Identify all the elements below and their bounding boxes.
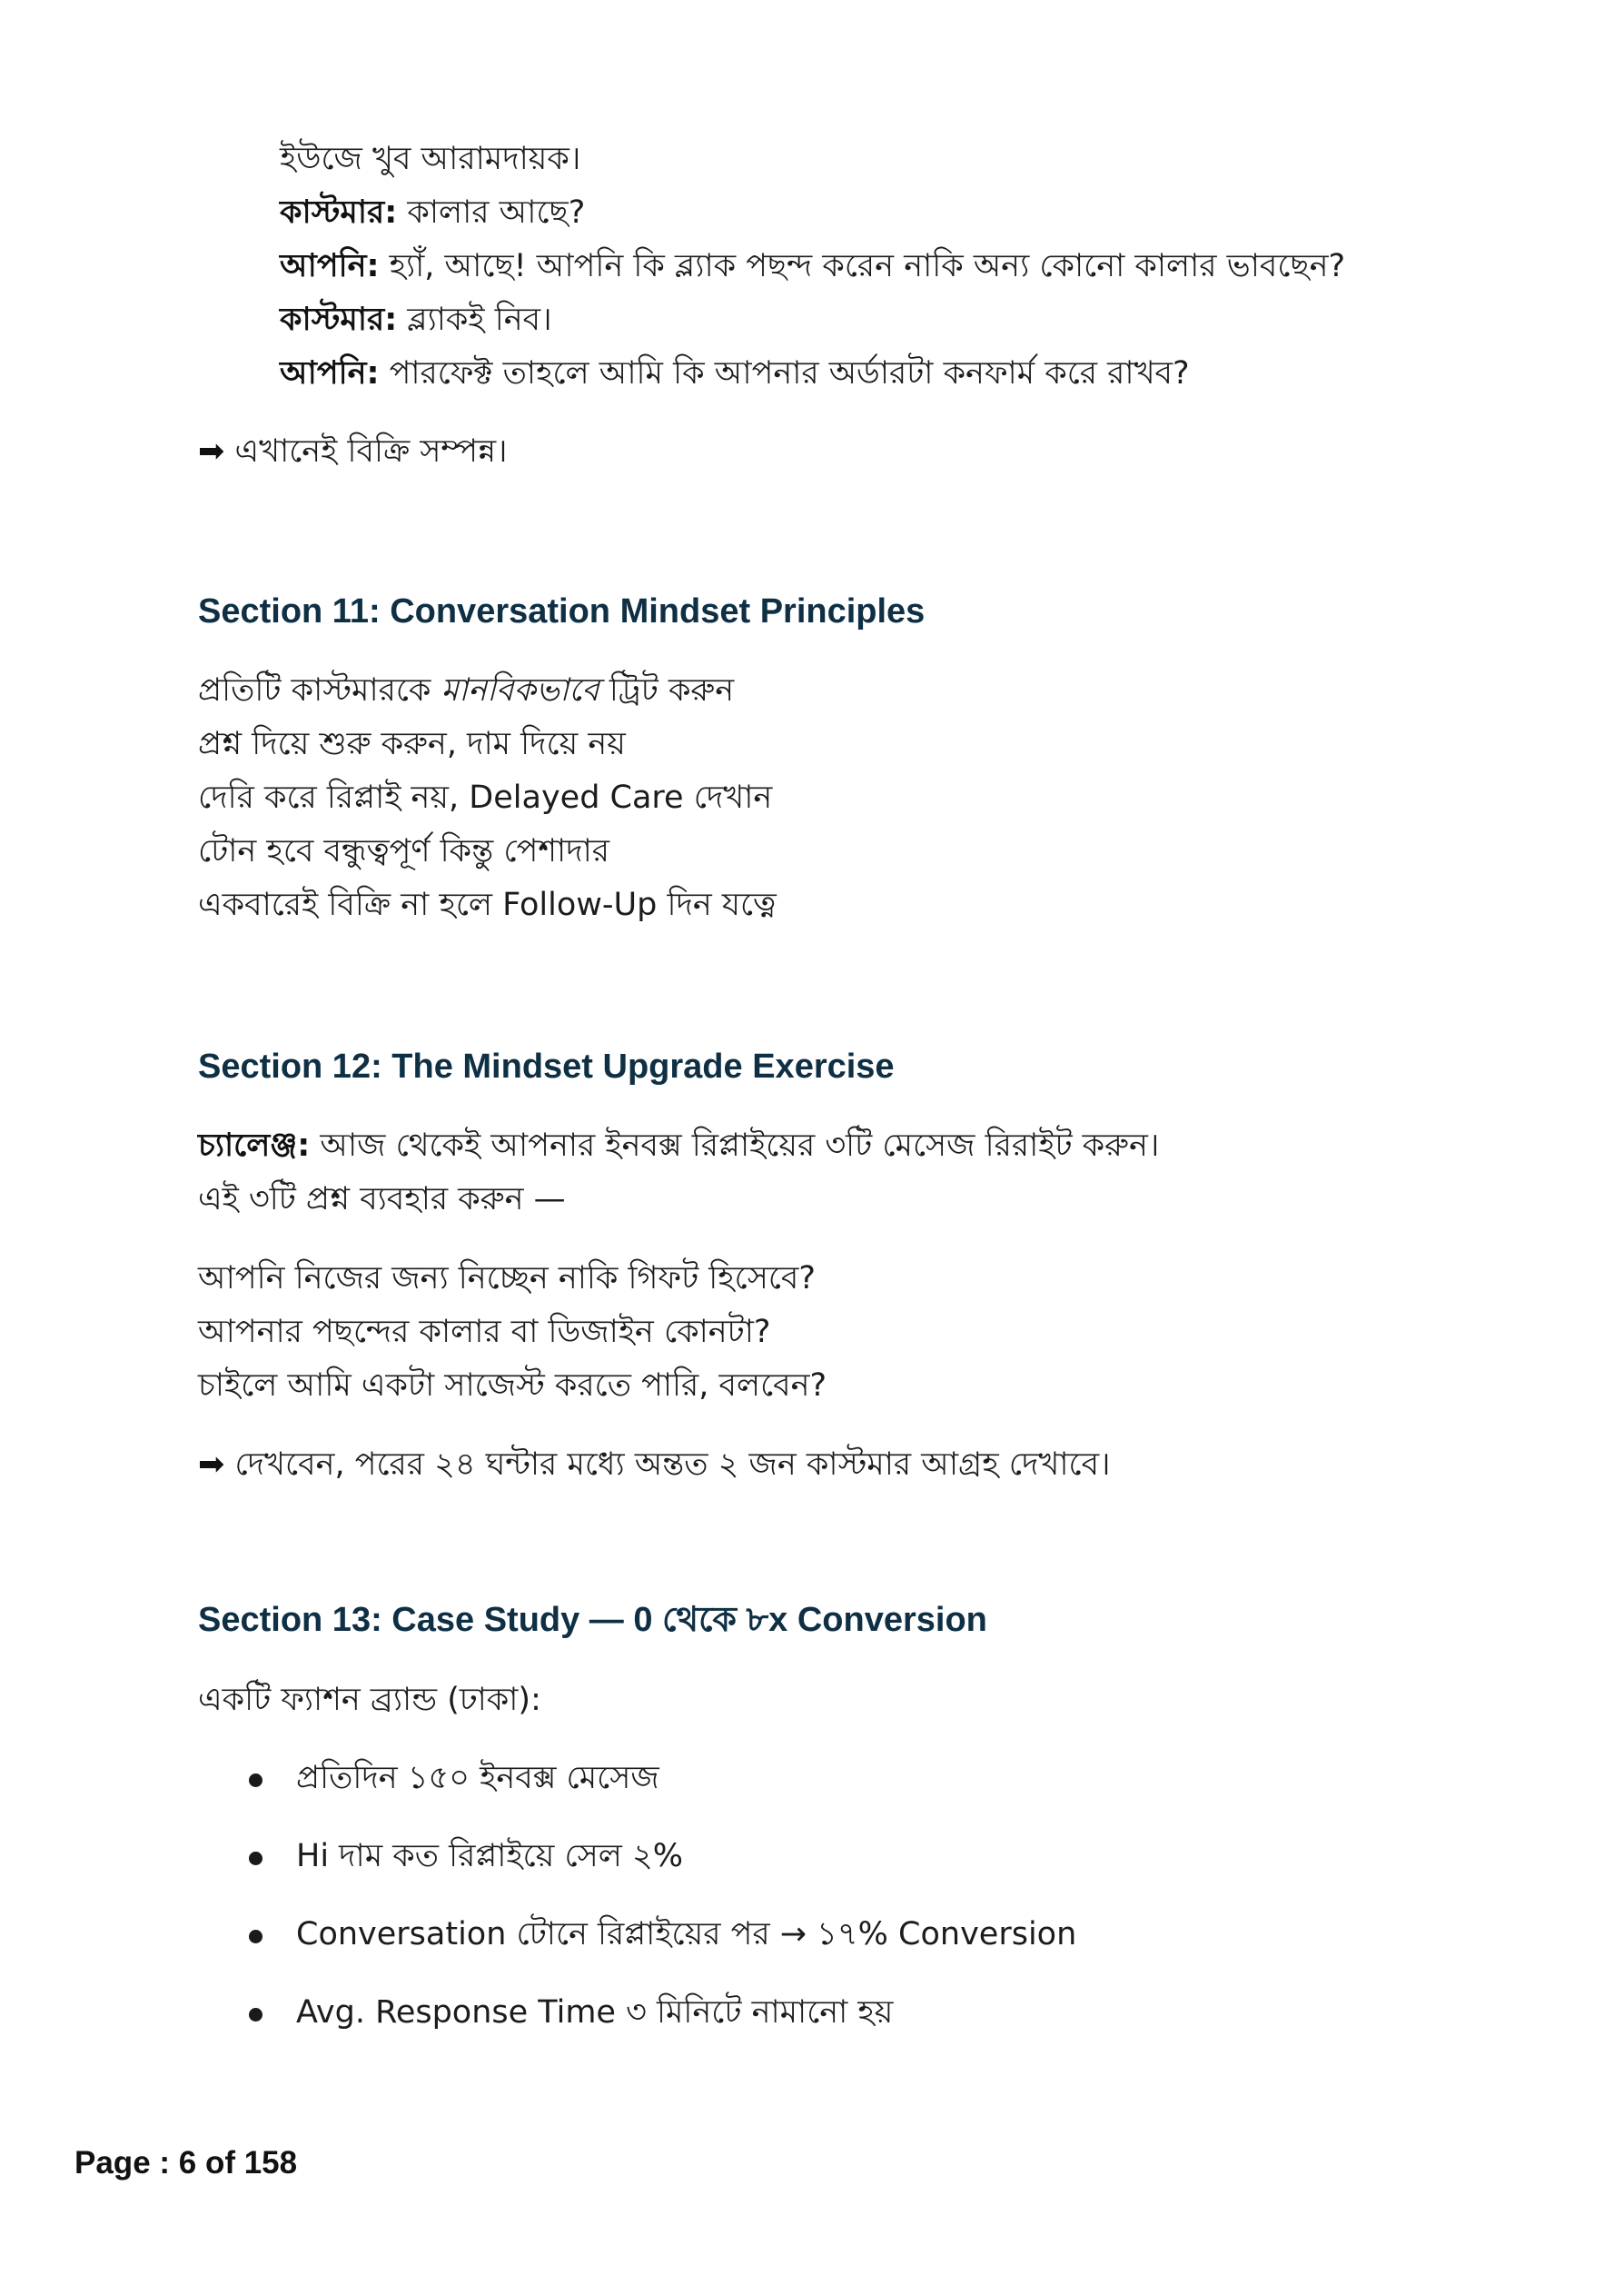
sale-complete-line: [198, 431, 508, 472]
arrow-right-icon: ➡: [198, 433, 225, 470]
question-line: আপনি নিজের জন্য নিচ্ছেন নাকি গিফট হিসেবে?: [198, 1260, 816, 1297]
dialogue-line: [280, 192, 585, 233]
section-11-heading: Section 11: Conversation Mindset Principles: [198, 592, 926, 631]
case-intro: একটি ফ্যাশন ব্র্যান্ড (ঢাকা):: [198, 1682, 541, 1718]
dialogue-line: [280, 353, 1190, 394]
dialogue-line: [280, 299, 552, 341]
question-line: আপনার পছন্দের কালার বা ডিজাইন কোনটা?: [198, 1314, 771, 1350]
challenge-label: চ্যালেঞ্জ:: [198, 1128, 311, 1164]
dialogue-text: ইউজে খুব আরামদায়ক।: [280, 141, 581, 177]
principle-text: প্রতিটি কাস্টমারকে: [198, 672, 441, 709]
list-item-text: Conversation টোনে রিপ্লাইয়ের পর → ১৭% Conversion: [296, 1916, 1077, 1952]
bullet-icon: [249, 2008, 262, 2022]
principle-text: ট্রিট করুন: [599, 672, 735, 709]
bullet-icon: [249, 1930, 262, 1943]
speaker-label: আপনি:: [280, 248, 380, 284]
dialogue-line: [280, 245, 1345, 287]
list-item-text: প্রতিদিন ১৫০ ইনবক্স মেসেজ: [296, 1760, 659, 1796]
principle-line: দেরি করে রিপ্লাই নয়, Delayed Care দেখান: [198, 780, 773, 816]
principle-italic: মানবিকভাবে: [441, 672, 599, 709]
list-item-text: Avg. Response Time ৩ মিনিটে নামানো হয়: [296, 1994, 894, 2031]
section-13-heading: Section 13: Case Study — 0 থেকে ৮x Conversion: [198, 1601, 987, 1639]
speaker-label: কাস্টমার:: [280, 302, 398, 338]
speaker-label: আপনি:: [280, 355, 380, 392]
dialogue-text: হ্যাঁ, আছে! আপনি কি ব্ল্যাক পছন্দ করেন নাকি অন্য কোনো কালার ভাবছেন?: [379, 248, 1346, 284]
dialogue-text: ব্ল্যাকই নিব।: [397, 302, 552, 338]
sale-complete-text: এখানেই বিক্রি সম্পন্ন।: [224, 433, 508, 470]
dialogue-line: [280, 138, 580, 180]
section-12-heading: Section 12: The Mindset Upgrade Exercise: [198, 1048, 895, 1086]
speaker-label: কাস্টমার:: [280, 194, 398, 231]
question-line: চাইলে আমি একটা সাজেস্ট করতে পারি, বলবেন?: [198, 1367, 827, 1404]
challenge-line: [198, 1125, 1159, 1167]
list-item-text: Hi দাম কত রিপ্লাইয়ে সেল ২%: [296, 1838, 683, 1874]
bullet-icon: [249, 1852, 262, 1865]
arrow-right-icon: ➡: [198, 1446, 225, 1483]
principle-line: একবারেই বিক্রি না হলে Follow-Up দিন যত্নে: [198, 887, 777, 923]
principle-line: [198, 670, 734, 711]
result-line: [198, 1444, 1111, 1485]
result-text: দেখবেন, পরের ২৪ ঘন্টার মধ্যে অন্তত ২ জন কাস্টমার আগ্রহ দেখাবে।: [224, 1446, 1111, 1483]
principle-line: টোন হবে বন্ধুত্বপূর্ণ কিন্তু পেশাদার: [198, 833, 609, 869]
dialogue-text: কালার আছে?: [397, 194, 586, 231]
page-number: Page : 6 of 158: [74, 2145, 298, 2181]
dialogue-text: পারফেক্ট তাহলে আমি কি আপনার অর্ডারটা কনফার্ম করে রাখব?: [379, 355, 1190, 392]
bullet-icon: [249, 1773, 262, 1787]
instruction-line: এই ৩টি প্রশ্ন ব্যবহার করুন —: [198, 1181, 566, 1217]
challenge-text: আজ থেকেই আপনার ইনবক্স রিপ্লাইয়ের ৩টি মেসেজ রিরাইট করুন।: [310, 1128, 1160, 1164]
principle-line: প্রশ্ন দিয়ে শুরু করুন, দাম দিয়ে নয়: [198, 726, 626, 762]
